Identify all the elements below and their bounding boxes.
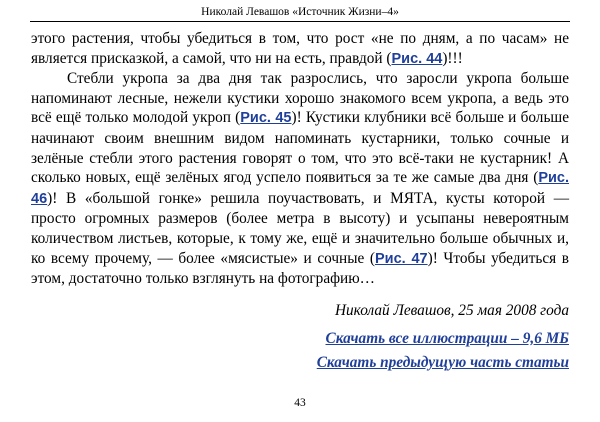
page-header: Николай Левашов «Источник Жизни–4» xyxy=(30,5,570,22)
text-run: )!!! xyxy=(442,49,463,67)
paragraph xyxy=(31,29,569,69)
page-number: 43 xyxy=(294,397,306,409)
figure-link[interactable]: Рис. 46 xyxy=(31,170,569,207)
author-signature: Николай Левашов, 25 мая 2008 года xyxy=(334,302,569,319)
text-run: Стебли укропа за два дня так разрослись, что заросли укропа больше напоминают лесные, нежели кустики хорошо знакомого всем укропа, а ведь это всё ещё только молодой укроп ( xyxy=(31,70,569,127)
text-run: )! В «большой гонке» решила поучаствовать, и МЯТА, кусты которой — просто огромных размеров (более метра в высоту) и усыпаны невероятным количеством листьев, которые, к тому же, ещё и значительно больше обычных и, ко всему прочему, — более «мясистые» и сочные ( xyxy=(31,189,569,267)
figure-link[interactable]: Рис. 47 xyxy=(375,250,428,267)
figure-link[interactable]: Рис. 45 xyxy=(240,110,292,127)
figure-link[interactable]: Рис. 44 xyxy=(391,50,443,67)
download-all-illustrations-link[interactable]: Скачать все иллюстрации – 9,6 МБ xyxy=(325,330,569,347)
download-previous-part-link[interactable]: Скачать предыдущую часть статьи xyxy=(316,354,569,371)
article-body xyxy=(31,29,569,289)
text-run: )! Чтобы убедиться в этом, достаточно только взглянуть на фотографию… xyxy=(31,249,569,288)
text-run: этого растения, чтобы убедиться в том, что рост «не по дням, а по часам» не является присказкой, а самой, что ни на есть, правдой ( xyxy=(31,30,569,67)
paragraph xyxy=(31,69,569,289)
text-run: )! Кустики клубники всё больше и больше начинают своим внешним видом напоминать кустарники, только сочные и зелёные стебли этого растения говорят о том, что это всё-таки не кустарник! А сколько новых, ещё зелёных ягод успело появиться за те же самые два дня ( xyxy=(31,109,569,187)
